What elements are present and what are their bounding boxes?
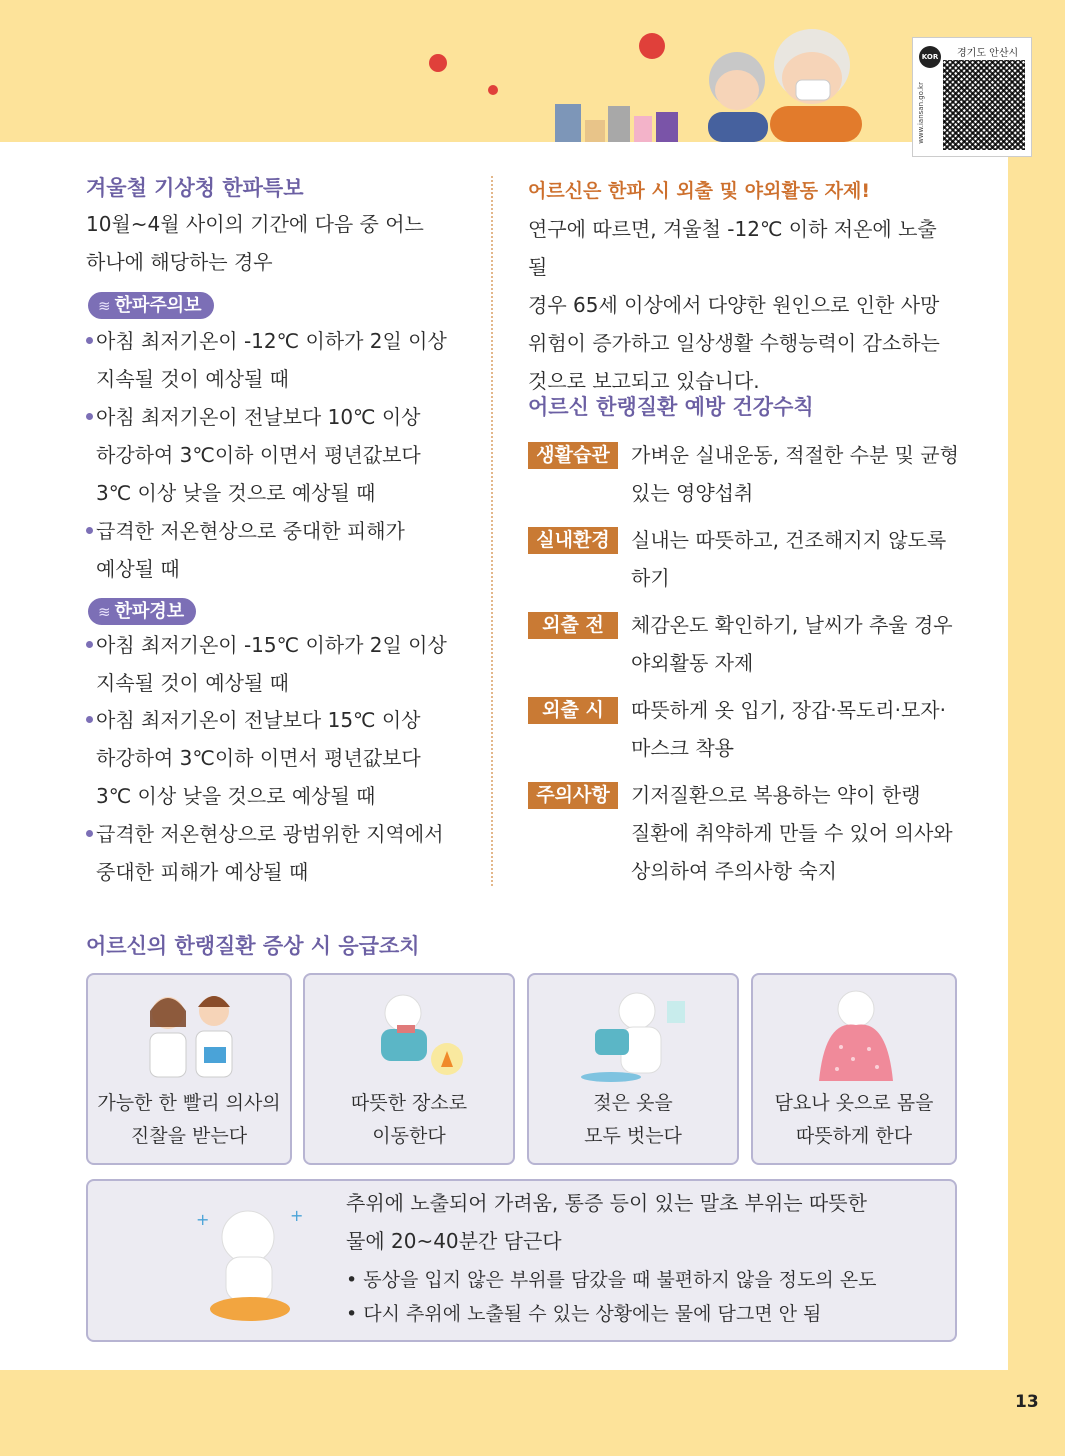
advisory-item bbox=[86, 398, 458, 512]
left-title: 겨울철 기상청 한파특보 bbox=[86, 176, 304, 200]
emergency-title: 어르신의 한랭질환 증상 시 응급조치 bbox=[86, 934, 420, 958]
kor-badge: KOR bbox=[919, 46, 941, 68]
advisory-item-line: 예상될 때 bbox=[96, 557, 180, 581]
tips-title: 어르신 한랭질환 예방 건강수칙 bbox=[528, 395, 814, 419]
bear-by-fire-illustration-icon bbox=[343, 985, 473, 1085]
warning-item-line: 아침 최저기온이 전날보다 15℃ 이상 bbox=[96, 708, 421, 732]
right-title: 어르신은 한파 시 외출 및 야외활동 자제! bbox=[528, 180, 871, 202]
advisory-item bbox=[86, 322, 458, 398]
card-caption bbox=[529, 1087, 737, 1153]
buildings-icon bbox=[555, 104, 678, 142]
tip-text bbox=[631, 691, 959, 767]
tip-line: 기저질환으로 복용하는 약이 한랭 bbox=[631, 783, 921, 807]
bear-in-blanket-illustration-icon bbox=[791, 985, 921, 1085]
foot-soak-panel bbox=[86, 1179, 957, 1342]
soak-instruction bbox=[346, 1184, 867, 1260]
card-caption-line: 가능한 한 빨리 의사의 bbox=[97, 1092, 281, 1114]
tip-line: 체감온도 확인하기, 날씨가 추울 경우 bbox=[631, 613, 953, 637]
warning-item-line: 아침 최저기온이 -15℃ 이하가 2일 이상 bbox=[96, 633, 447, 657]
tip-tag: 생활습관 bbox=[528, 442, 618, 469]
warning-item-line: 지속될 것이 예상될 때 bbox=[96, 671, 289, 695]
bullet-icon bbox=[86, 641, 93, 648]
left-intro-line: 10월~4월 사이의 기간에 다음 중 어느 bbox=[86, 212, 424, 236]
card-caption-line: 모두 벗는다 bbox=[584, 1125, 682, 1147]
tip-text bbox=[631, 436, 959, 512]
right-body-line: 위험이 증가하고 일상생활 수행능력이 감소하는 bbox=[528, 331, 940, 355]
warning-label: 한파경보 bbox=[114, 601, 185, 622]
card-caption-line: 젖은 옷을 bbox=[593, 1092, 673, 1114]
advisory-item-line: 아침 최저기온이 -12℃ 이하가 2일 이상 bbox=[96, 329, 447, 353]
emergency-card bbox=[86, 973, 292, 1165]
warning-item-line: 급격한 저온현상으로 광범위한 지역에서 bbox=[96, 822, 444, 846]
warning-item-line: 중대한 피해가 예상될 때 bbox=[96, 860, 309, 884]
svg-text:+: + bbox=[196, 1210, 210, 1229]
page-number: 13 bbox=[1015, 1392, 1039, 1412]
tip-tag: 외출 시 bbox=[528, 697, 618, 724]
card-caption bbox=[88, 1087, 290, 1153]
doctors-illustration-icon bbox=[126, 985, 256, 1085]
advisory-item-line: 아침 최저기온이 전날보다 10℃ 이상 bbox=[96, 405, 421, 429]
left-intro bbox=[86, 205, 424, 281]
qr-url: www.iansan.go.kr bbox=[917, 82, 925, 144]
bear-foot-bath-illustration-icon bbox=[178, 1191, 318, 1331]
right-body bbox=[528, 210, 960, 400]
tip-tag: 주의사항 bbox=[528, 782, 618, 809]
wind-icon: ≋ bbox=[98, 297, 111, 315]
card-caption bbox=[753, 1087, 955, 1153]
card-caption-line: 담요나 옷으로 몸을 bbox=[774, 1092, 934, 1114]
right-body-line: 연구에 따르면, 겨울철 -12℃ 이하 저온에 노출 될 bbox=[528, 217, 937, 279]
bullet-icon bbox=[86, 830, 93, 837]
qr-code-icon[interactable] bbox=[943, 60, 1025, 150]
card-caption-line: 따뜻한 장소로 bbox=[350, 1092, 468, 1114]
bullet-icon bbox=[86, 527, 93, 534]
advisory-item-line: 하강하여 3℃이하 이면서 평년값보다 bbox=[96, 443, 421, 467]
tip-line: 가벼운 실내운동, 적절한 수분 및 균형 bbox=[631, 443, 959, 467]
tip-text bbox=[631, 606, 959, 682]
emergency-card bbox=[303, 973, 515, 1165]
warning-item bbox=[86, 815, 458, 891]
qr-code-block[interactable] bbox=[912, 37, 1032, 157]
bullet-icon bbox=[86, 337, 93, 344]
tip-text bbox=[631, 521, 959, 597]
column-divider bbox=[491, 176, 493, 886]
qr-label: 경기도 안산시 bbox=[957, 48, 1019, 59]
footer-band bbox=[0, 1370, 1065, 1456]
bullet-icon bbox=[86, 413, 93, 420]
virus-icon bbox=[429, 33, 665, 95]
tip-tag: 실내환경 bbox=[528, 527, 618, 554]
tip-text bbox=[631, 776, 959, 890]
tip-line: 질환에 취약하게 만들 수 있어 의사와 bbox=[631, 821, 953, 845]
emergency-card bbox=[751, 973, 957, 1165]
warning-pill bbox=[88, 598, 196, 625]
soak-note: • 동상을 입지 않은 부위를 담갔을 때 불편하지 않을 정도의 온도 bbox=[346, 1269, 877, 1291]
advisory-item-line: 3℃ 이상 낮을 것으로 예상될 때 bbox=[96, 481, 376, 505]
advisory-item-line: 급격한 저온현상으로 중대한 피해가 bbox=[96, 519, 405, 543]
elderly-couple-icon bbox=[708, 29, 862, 142]
tip-line: 상의하여 주의사항 숙지 bbox=[631, 859, 837, 883]
header-illustration bbox=[420, 20, 890, 142]
left-intro-line: 하나에 해당하는 경우 bbox=[86, 250, 273, 274]
tip-line: 하기 bbox=[631, 566, 670, 590]
tip-line: 따뜻하게 옷 입기, 장갑·목도리·모자· bbox=[631, 698, 946, 722]
card-caption-line: 진찰을 받는다 bbox=[130, 1125, 248, 1147]
bear-removing-wet-clothes-illustration-icon bbox=[567, 985, 697, 1085]
bullet-icon bbox=[86, 716, 93, 723]
tip-line: 실내는 따뜻하고, 건조해지지 않도록 bbox=[631, 528, 947, 552]
advisory-pill bbox=[88, 292, 214, 319]
warning-item-line: 하강하여 3℃이하 이면서 평년값보다 bbox=[96, 746, 421, 770]
warning-item-line: 3℃ 이상 낮을 것으로 예상될 때 bbox=[96, 784, 376, 808]
right-body-line: 경우 65세 이상에서 다양한 원인으로 인한 사망 bbox=[528, 293, 940, 317]
advisory-item bbox=[86, 512, 458, 588]
advisory-label: 한파주의보 bbox=[114, 295, 202, 316]
emergency-card bbox=[527, 973, 739, 1165]
soak-line: 물에 20~40분간 담근다 bbox=[346, 1229, 562, 1253]
warning-item bbox=[86, 701, 458, 815]
soak-note: • 다시 추위에 노출될 수 있는 상황에는 물에 담그면 안 됨 bbox=[346, 1303, 822, 1325]
card-caption-line: 따뜻하게 한다 bbox=[795, 1125, 913, 1147]
tip-line: 야외활동 자제 bbox=[631, 651, 754, 675]
tip-line: 있는 영양섭취 bbox=[631, 481, 754, 505]
wind-icon: ≋ bbox=[98, 603, 111, 621]
right-body-line: 것으로 보고되고 있습니다. bbox=[528, 369, 760, 393]
card-caption-line: 이동한다 bbox=[372, 1125, 446, 1147]
tip-tag: 외출 전 bbox=[528, 612, 618, 639]
right-margin-band bbox=[1008, 0, 1065, 1456]
warning-item bbox=[86, 626, 458, 702]
tip-line: 마스크 착용 bbox=[631, 736, 734, 760]
card-caption bbox=[305, 1087, 513, 1153]
svg-text:+: + bbox=[290, 1206, 304, 1225]
soak-line: 추위에 노출되어 가려움, 통증 등이 있는 말초 부위는 따뜻한 bbox=[346, 1191, 867, 1215]
advisory-item-line: 지속될 것이 예상될 때 bbox=[96, 367, 289, 391]
